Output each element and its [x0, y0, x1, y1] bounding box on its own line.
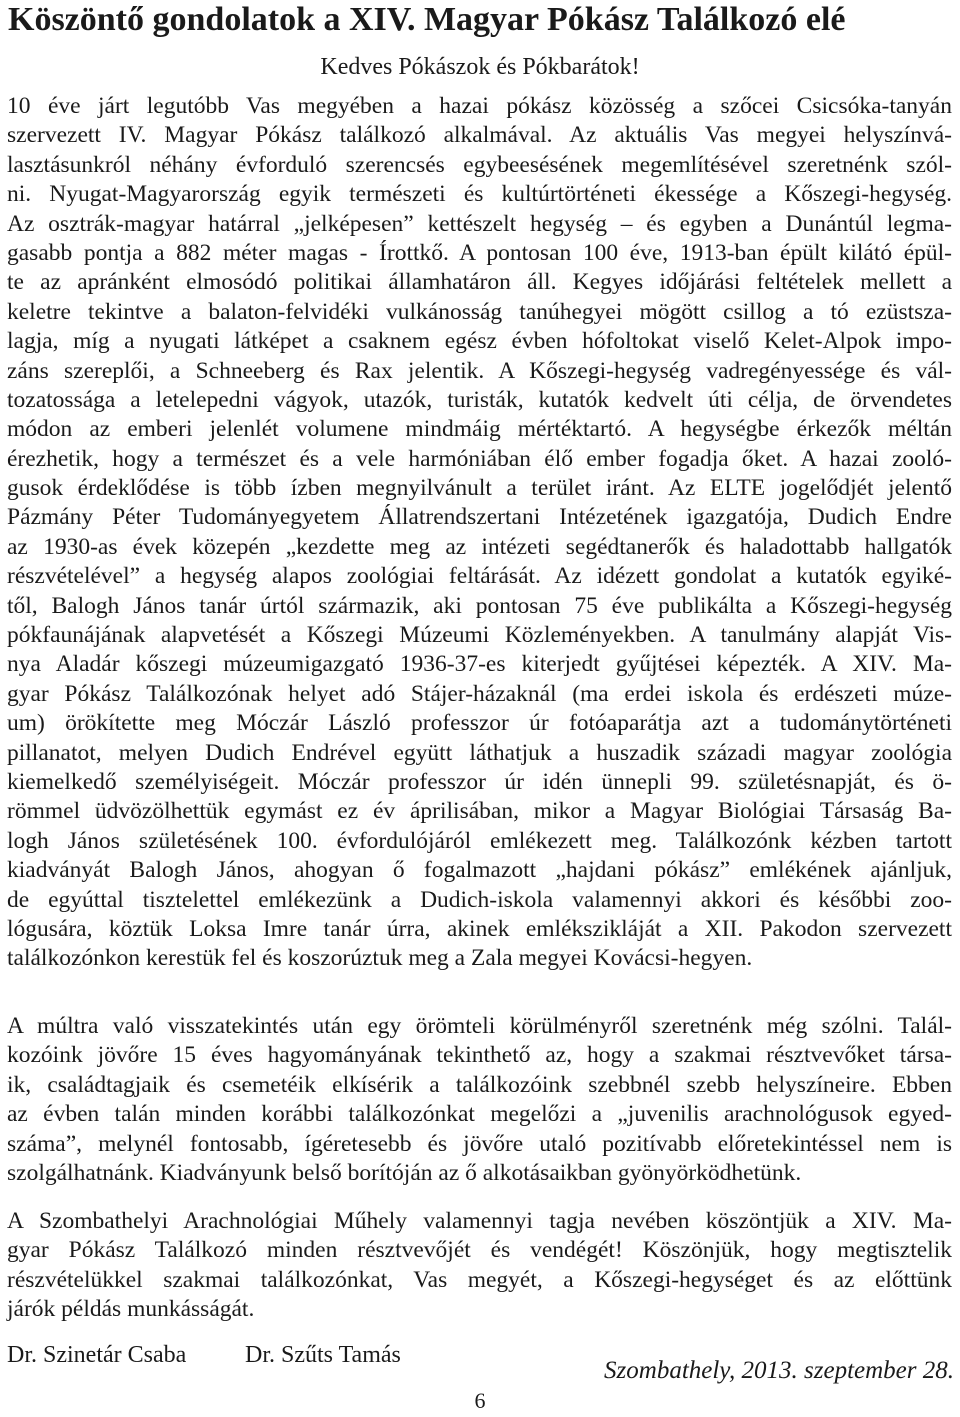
- text-line: A múltra való visszatekintés után egy örömteli körülményről szeretnénk még szólni. Talál-: [7, 1013, 952, 1039]
- paragraph-1: [7, 92, 952, 974]
- text-line: keletre tekintve a balaton-felvidéki vulkánosság tanúhegyei mögött csillog a tó ezüstsza-: [7, 298, 952, 325]
- page-number: 6: [474, 1388, 486, 1413]
- signature-szinetar: Dr. Szinetár Csaba: [7, 1342, 187, 1368]
- text-line: logh János születésének 100. évfordulójáról emlékezett meg. Találkozónk kézben tartott: [7, 827, 952, 854]
- text-line: nya Aladár kőszegi múzeumigazgató 1936-37-es kiterjedt gyűjtései képezték. A XIV. Ma-: [7, 651, 952, 678]
- text-line: től, Balogh János tanár úrtól származik, aki pontosan 75 éve publikálta a Kőszegi-hegység: [7, 592, 952, 619]
- text-line: pillanatot, melyen Dudich Endrével együtt láthatjuk a huszadik századi magyar zoológia: [7, 739, 952, 766]
- text-line: Pázmány Péter Tudományegyetem Állatrendszertani Intézetének igazgatója, Dudich Endre: [7, 504, 952, 531]
- page-title: Köszöntő gondolatok a XIV. Magyar Pókász Találkozó elé: [8, 1, 846, 38]
- text-line: záns szereplői, a Schneeberg és Rax jelentik. A Kőszegi-hegység vadregényessége és vál-: [7, 357, 952, 384]
- text-line: részvételükkel szakmai találkozónkat, Vas megyét, a Kőszegi-hegységet és az előttünk: [7, 1266, 952, 1293]
- text-line: lógusára, köztük Loksa Imre tanár úrra, akinek emlékszikláját a XII. Pakodon szervezett: [7, 915, 952, 942]
- text-line: lasztásunkról néhány évforduló szerencsés egybeesésének megemlítésével szeretnénk szól-: [7, 151, 952, 178]
- place-date: Szombathely, 2013. szeptember 28.: [604, 1357, 954, 1384]
- text-line: ik, családtagjaik és csemetéik elkísérik a találkozóink szebbnél szebb helyszíneire. Ebben: [7, 1071, 952, 1098]
- text-line: módon az emberi jelenlét volumene mindmáig mértéktartó. A hegységbe érkezők méltán: [7, 416, 952, 443]
- text-line: 10 éve járt legutóbb Vas megyében a hazai pókász közösség a szőcei Csicsóka-tanyán: [7, 93, 952, 119]
- text-line: gusok érdeklődése is több ízben megnyilvánult a terület iránt. Az ELTE jogelődjét jelentő: [7, 475, 952, 502]
- text-line: pókfaunájának alapvetését a Kőszegi Múzeumi Közleményekben. A tanulmány alapját Vis-: [7, 622, 952, 649]
- text-line: Az osztrák-magyar határral „jelképesen” kettészelt hegység – és egyben a Dunántúl legma-: [7, 210, 952, 237]
- text-line: szolgálhatnánk. Kiadványunk belső borítóján az ő alkotásaikban gyönyörködhetünk.: [7, 1159, 802, 1186]
- text-line: kozóink jövőre 15 éves hagyományának tekinthető az, hogy a szakmai résztvevőket társa-: [7, 1042, 952, 1069]
- text-line: tozatossága a letelepedni vágyok, utazók, turisták, kutatók kedvelt úti célja, de örvendetes: [7, 386, 952, 413]
- text-line: gyar Pókász Találkozónak helyet adó Stájer-házaknál (ma erdei iskola és erdészeti múze-: [7, 680, 952, 707]
- text-line: de egyúttal tisztelettel emlékezünk a Dudich-iskola valamennyi akkori és későbbi zoo-: [7, 886, 952, 913]
- text-line: um) örökítette meg Móczár László professzor úr fotóaparátja azt a tudománytörténeti: [7, 710, 952, 737]
- text-line: A Szombathelyi Arachnológiai Műhely valamennyi tagja nevében köszöntjük a XIV. Ma-: [7, 1208, 952, 1234]
- text-line: találkozónkon kerestük fel és koszorúztuk meg a Zala megyei Kovácsi-hegyen.: [7, 945, 753, 972]
- paragraph-3: [7, 1207, 952, 1325]
- text-line: gyar Pókász Találkozó minden résztvevőjét és vendégét! Köszönjük, hogy megtisztelik: [7, 1237, 952, 1264]
- text-line: érezhetik, hogy a természet és a vele harmóniában élő ember fogadja őket. A hazai zooló-: [7, 445, 952, 472]
- signature-szuts: Dr. Szűts Tamás: [245, 1342, 401, 1368]
- text-line: járók példás munkásságát.: [7, 1296, 255, 1323]
- text-line: römmel üdvözölhettük egymást ez év áprilisában, mikor a Magyar Biológiai Társaság Ba-: [7, 798, 952, 825]
- greeting: Kedves Pókászok és Pókbarátok!: [320, 54, 640, 80]
- text-line: ni. Nyugat-Magyarország egyik természeti és kultúrtörténeti ékessége a Kőszegi-hegység.: [7, 181, 952, 208]
- text-line: szervezett IV. Magyar Pókász találkozó alkalmával. Az aktuális Vas megyei helyszínvá-: [7, 122, 952, 149]
- text-line: gasabb pontja a 882 méter magas - Írottkő. A pontosan 100 éve, 1913-ban épült kilátó épül-: [7, 239, 952, 266]
- paragraph-2: [7, 1012, 952, 1188]
- text-line: részvételével” a hegység alapos zoológiai feltárását. Az idézett gondolat a kutatók egyiké-: [7, 563, 952, 590]
- text-line: kiadványát Balogh János, ahogyan ő fogalmazott „hajdani pókász” emlékének ajánljuk,: [7, 857, 952, 884]
- text-line: az 1930-as évek közepén „kezdette meg az intézeti segédtanerők és haladottabb hallgatók: [7, 533, 952, 560]
- text-line: az évben talán minden korábbi találkozónkat megelőzi a „juvenilis arachnológusok egyed-: [7, 1101, 952, 1128]
- text-line: lagja, míg a nyugati látképet a csaknem egész évben hófoltokat viselő Kelet-Alpok impo-: [7, 328, 952, 355]
- text-line: száma”, melynél fontosabb, ígéretesebb és jövőre utaló pozitívabb előretekintéssel nem is: [7, 1130, 952, 1157]
- text-line: te az apránként elmosódó politikai államhatáron áll. Kegyes időjárási feltételek mellett a: [7, 269, 952, 296]
- text-line: kiemelkedő személyiségeit. Móczár professzor úr idén ünnepli 99. születésnapját, és ö-: [7, 768, 952, 795]
